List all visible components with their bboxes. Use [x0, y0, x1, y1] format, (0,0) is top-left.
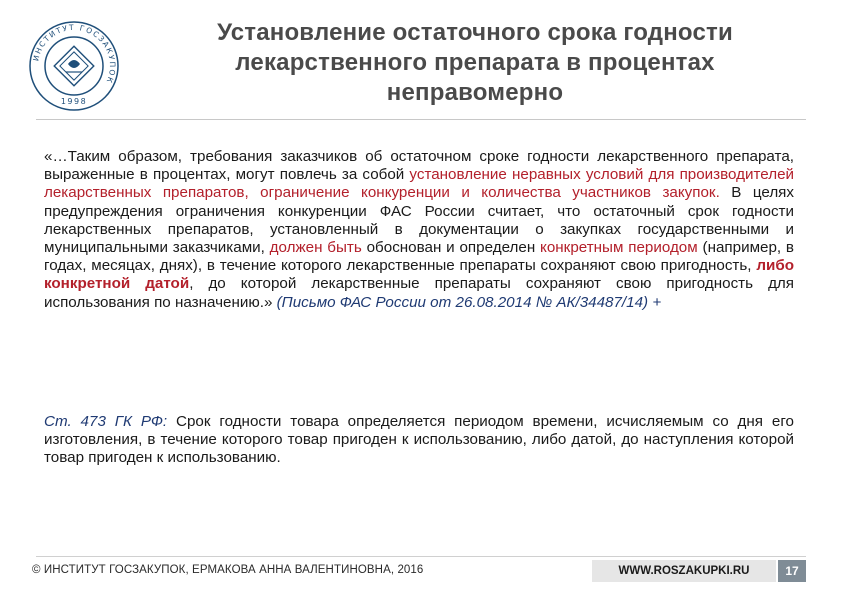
footer-copyright: © ИНСТИТУТ ГОСЗАКУПОК, ЕРМАКОВА АННА ВАЛЕНТИНОВНА, 2016	[32, 564, 424, 576]
footer-divider	[36, 556, 806, 557]
logo-seal-icon	[28, 20, 120, 112]
footer-website-link[interactable]: WWW.ROSZAKUPKI.RU	[592, 560, 776, 582]
title-line-1: Установление остаточного срока годности	[217, 19, 733, 46]
title-divider	[36, 119, 806, 120]
quote-intro: «…Таким образом, требования заказчиков об остаточном сроке годности лекарственного препарата, выраженные в процентах, могут повлечь за собой	[44, 148, 794, 184]
civil-code-paragraph	[44, 413, 794, 468]
quote-justified: обоснован и определен	[361, 239, 541, 257]
logo-ring-text: ИНСТИТУТ ГОСЗАКУПОК	[31, 22, 118, 86]
fas-quote-paragraph	[44, 148, 794, 312]
logo-year: 1998	[60, 97, 88, 106]
civil-code-text: Срок годности товара определяется периодом времени, исчисляемым со дня его изготовления, в течение которого товар пригоден к использованию, либо датой, до наступления которой товар пригоден к использованию.	[44, 413, 794, 467]
quote-during: (например, в годах, месяцах, днях), в течение которого лекарственные препараты сохраняют свою пригодность,	[44, 239, 795, 275]
highlight-must-be: должен быть	[269, 239, 362, 257]
slide-title	[150, 18, 800, 108]
title-line-3: неправомерно	[386, 79, 564, 106]
highlight-specific-date: либо конкретной датой	[44, 257, 794, 293]
highlight-specific-period: конкретным периодом	[540, 239, 698, 257]
quote-ending: , до которой лекарственные препараты сохраняют свою пригодность для использования по назначению.»	[44, 275, 795, 311]
institute-logo	[28, 20, 120, 112]
highlight-unequal-conditions: установление неравных условий для производителей лекарственных препаратов, ограничение конкуренции и количества участников закупок.	[44, 166, 795, 202]
civil-code-article-ref: Ст. 473 ГК РФ:	[44, 413, 168, 430]
quote-middle: В целях предупреждения ограничения конкуренции ФАС России считает, что остаточный срок годности лекарственных препаратов, установленный в документации о закупках государственными и муниципальными заказчиками,	[44, 184, 795, 257]
svg-text:ИНСТИТУТ ГОСЗАКУПОК	[31, 23, 117, 86]
title-line-2: лекарственного препарата в процентах	[235, 49, 715, 76]
fas-letter-citation: (Письмо ФАС России от 26.08.2014 № АК/34487/14) +	[276, 293, 662, 311]
page-number-badge: 17	[778, 560, 806, 582]
